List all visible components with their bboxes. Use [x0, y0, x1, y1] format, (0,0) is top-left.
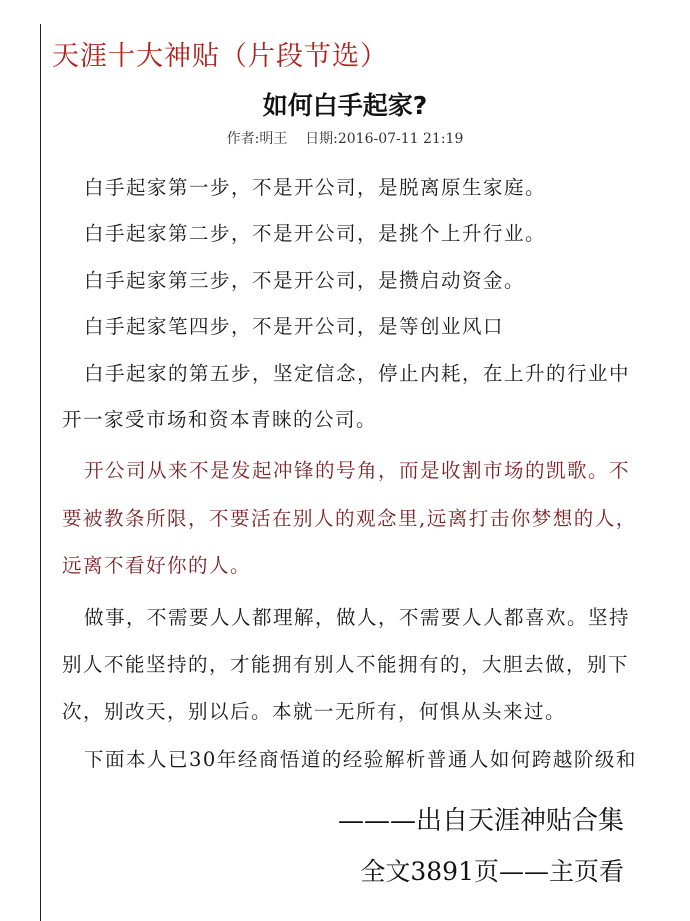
- article-title: 如何白手起家?: [262, 91, 428, 120]
- pages-caption: 全文3891页——主页看: [360, 857, 624, 886]
- act-para-line-3: 次，别改天，别以后。本就一无所有，何惧从头来过。: [62, 700, 567, 723]
- page-left-border: [40, 24, 41, 921]
- step-1: 白手起家第一步，不是开公司，是脱离原生家庭。: [84, 176, 547, 199]
- header-title: 天涯十大神贴（片段节选）: [52, 41, 388, 72]
- article-meta: 作者:明王 日期:2016-07-11 21:19: [226, 131, 464, 147]
- step-4: 白手起家笔四步，不是开公司，是等创业风口: [84, 315, 505, 338]
- step-5-line-1: 白手起家的第五步，坚定信念，停止内耗，在上升的行业中: [84, 362, 631, 385]
- red-para-line-1: 开公司从来不是发起冲锋的号角，而是收割市场的凯歌。不: [84, 459, 631, 482]
- step-2: 白手起家第二步，不是开公司，是挑个上升行业。: [84, 222, 547, 245]
- source-caption: ———出自天涯神贴合集: [337, 806, 624, 836]
- act-para-line-1: 做事，不需要人人都理解，做人，不需要人人都喜欢。坚持: [84, 606, 631, 629]
- red-para-line-3: 远离不看好你的人。: [62, 554, 252, 577]
- last-para: 下面本人已30年经商悟道的经验解析普通人如何跨越阶级和: [84, 748, 637, 771]
- red-para-line-2: 要被教条所限，不要活在别人的观念里,远离打击你梦想的人，: [62, 507, 637, 530]
- step-5-line-2: 开一家受市场和资本青睐的公司。: [62, 408, 378, 431]
- act-para-line-2: 别人不能坚持的，才能拥有别人不能拥有的，大胆去做，别下: [62, 653, 630, 676]
- step-3: 白手起家第三步，不是开公司，是攒启动资金。: [84, 269, 526, 292]
